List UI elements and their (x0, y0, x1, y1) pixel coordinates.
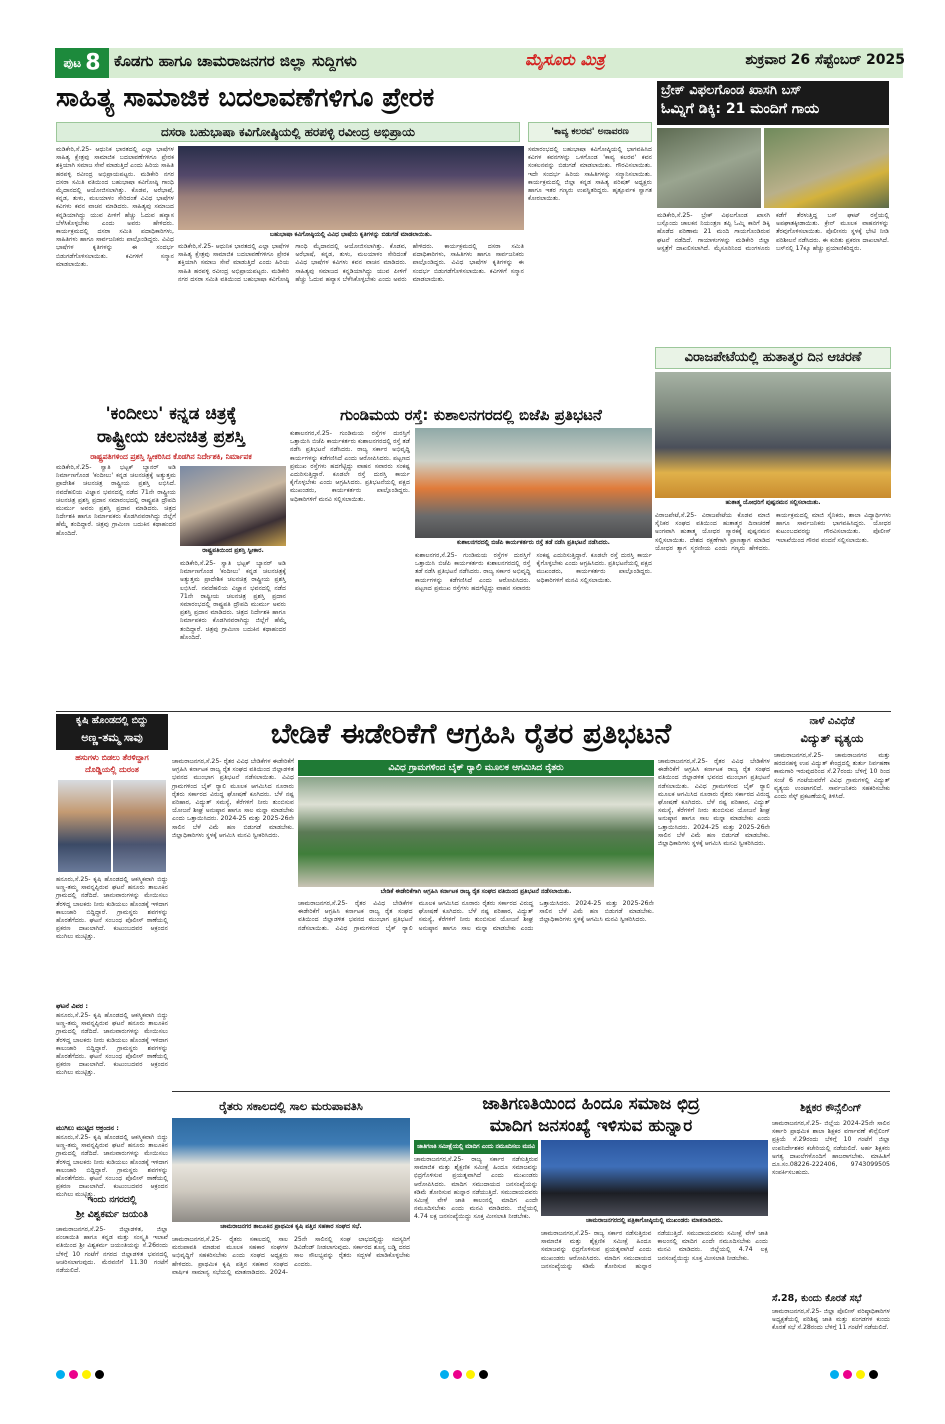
register-marks-center (440, 1364, 560, 1376)
page-label: ಪುಟ (63, 56, 82, 70)
issue-date: ಶುಕ್ರವಾರ 26 ಸೆಪ್ಟೆಂಬರ್ 2025 (745, 52, 905, 68)
farmers-subhead: ವಿವಿಧ ಗ್ರಾಮಗಳಿಂದ ಬೈಕ್ ರ‍್ಯಾಲಿ ಮೂಲಕ ಆಗಮಿಸಿದ ರೈತರು (298, 760, 654, 776)
story1-caption: ಬಹುಭಾಷಾ ಕವಿಗೋಷ್ಠಿಯಲ್ಲಿ ವಿವಿಧ ಭಾಷೆಯ ಕೃತಿಗಳನ್ನು ಬಿಡುಗಡೆ ಮಾಡಲಾಯಿತು. (269, 231, 433, 238)
gundi-headline: ಗುಂಡಿಮಯ ರಸ್ತೆ: ಕುಶಾಲನಗರದಲ್ಲಿ ಬಿಜೆಪಿ ಪ್ರತಿಭಟನೆ (340, 406, 602, 424)
caste-headline-line1: ಜಾತಿಗಣತಿಯಿಂದ ಹಿಂದೂ ಸಮಾಜ ಛಿದ್ರ (482, 1094, 700, 1114)
story1-headline: ಸಾಹಿತ್ಯ ಸಾಮಾಜಿಕ ಬದಲಾವಣೆಗಳಿಗೂ ಪ್ರೇರಕ (56, 83, 435, 113)
teacher-body: ಚಾಮರಾಜನಗರ,ಸೆ.25- ಜಿಲ್ಲೆಯ 2024-25ನೇ ಸಾಲಿನ ಸರ್ಕಾರಿ ಪ್ರಾಥಮಿಕ ಶಾಲಾ ಶಿಕ್ಷಕರ ವರ್ಗಾವಣೆ ಕೌನ್ಸೆಲಿಂಗ್ ಪ್ರಕ್ರಿಯೆ ಸೆ.29ರಂದು ಬೆಳಿಗ್ಗೆ 10 ಗಂಟೆಗೆ ಜಿಲ್ಲಾ ಉಪನಿರ್ದೇಶಕರ ಕಚೇರಿಯಲ್ಲಿ ನಡೆಯಲಿದೆ. ಅರ್ಹ ಶಿಕ್ಷಕರು ಅಗತ್ಯ ದಾಖಲೆಗಳೊಂದಿಗೆ ಹಾಜರಾಗಬೇಕು. ಮಾಹಿತಿಗೆ ದೂ.ಸಂ.08226-222406, 9743099505 ಸಂಪರ್ಕಿಸಬಹುದು. (772, 1120, 890, 1177)
kandeelu-headline-line2: ರಾಷ್ಟ್ರೀಯ ಚಲನಚಿತ್ರ ಪ್ರಶಸ್ತಿ (97, 427, 245, 447)
siblings-body-cont2: ಹನೂರು,ಸೆ.25- ಕೃಷಿ ಹೊಂಡದಲ್ಲಿ ಆಕಸ್ಮಿಕವಾಗಿ ಬಿದ್ದು ಅಣ್ಣ-ತಮ್ಮ ಸಾವನ್ನಪ್ಪಿರುವ ಘಟನೆ ಹನೂರು ತಾಲೂಕಿನ ಗ್ರಾಮದಲ್ಲಿ ನಡೆದಿದೆ. ಜಾನುವಾರುಗಳನ್ನು ಮೇಯಿಸಲು ತೆರಳಿದ್ದ ಬಾಲಕರು ನೀರು ಕುಡಿಯಲು ಹೊಂಡಕ್ಕೆ ಇಳಿದಾಗ ಕಾಲುಜಾರಿ ಬಿದ್ದಿದ್ದಾರೆ. ಗ್ರಾಮಸ್ಥರು ಶವಗಳನ್ನು ಹೊರತೆಗೆದರು. ಘಟನೆ ಸಂಬಂಧ ಪೊಲೀಸ್ ಠಾಣೆಯಲ್ಲಿ ಪ್ರಕರಣ ದಾಖಲಾಗಿದೆ. ಕುಟುಂಬದವರ ಆಕ್ರಂದನ ಮುಗಿಲು ಮುಟ್ಟಿತ್ತು. (56, 1134, 168, 1199)
virajpet-body: ವಿರಾಜಪೇಟೆ,ಸೆ.25- ವಿರಾಜಪೇಟೆಯ ಕೊಡವ ಮಾಜಿ ಸೈನಿಕರ ಸಂಘದ ವತಿಯಿಂದ ಹುತಾತ್ಮರ ದಿನಾಚರಣೆ ಅಂಗವಾಗಿ ಹುತಾತ್ಮ ಯೋಧರ ಸ್ಮಾರಕಕ್ಕೆ ಪುಷ್ಪನಮನ ಸಲ್ಲಿಸಲಾಯಿತು. ದೇಶದ ರಕ್ಷಣೆಗಾಗಿ ಪ್ರಾಣತ್ಯಾಗ ಮಾಡಿದ ಯೋಧರ ತ್ಯಾಗ ಸ್ಮರಣೀಯ ಎಂದು ಗಣ್ಯರು ಹೇಳಿದರು. ಕಾರ್ಯಕ್ರಮದಲ್ಲಿ ಮಾಜಿ ಸೈನಿಕರು, ಶಾಲಾ ವಿದ್ಯಾರ್ಥಿಗಳು ಹಾಗೂ ಸಾರ್ವಜನಿಕರು ಭಾಗವಹಿಸಿದ್ದರು. ಯೋಧರ ಕುಟುಂಬದವರನ್ನು ಗೌರವಿಸಲಾಯಿತು. ಪೊಲೀಸ್ ಇಲಾಖೆಯಿಂದ ಗೌರವ ವಂದನೆ ಸಲ್ಲಿಸಲಾಯಿತು. (655, 512, 891, 552)
loan-photo (172, 1118, 410, 1222)
paper-name: ಮೈಸೂರು ಮಿತ್ರ (525, 50, 605, 69)
loan-caption: ಚಾಮರಾಜನಗರ ತಾಲೂಕಿನ ಪ್ರಾಥಮಿಕ ಕೃಷಿ ಪತ್ತಿನ ಸಹಕಾರ ಸಂಘದ ಸಭೆ. (220, 1223, 362, 1230)
kandeelu-body-cont: ಮಡಿಕೇರಿ,ಸೆ.25- ಸ್ವಾತಿ ಭಟ್ಟಕ್ ಬ್ಯಾನರ್ ಅಡಿ ನಿರ್ಮಾಣಗೊಂಡ 'ಕಂದೀಲು' ಕನ್ನಡ ಚಲನಚಿತ್ರಕ್ಕೆ ಅತ್ಯುತ್ತಮ ಪ್ರಾದೇಶಿಕ ಚಲನಚಿತ್ರ ರಾಷ್ಟ್ರೀಯ ಪ್ರಶಸ್ತಿ ಲಭಿಸಿದೆ. ನವದೆಹಲಿಯ ವಿಜ್ಞಾನ ಭವನದಲ್ಲಿ ನಡೆದ 71ನೇ ರಾಷ್ಟ್ರೀಯ ಚಲನಚಿತ್ರ ಪ್ರಶಸ್ತಿ ಪ್ರದಾನ ಸಮಾರಂಭದಲ್ಲಿ ರಾಷ್ಟ್ರಪತಿ ದ್ರೌಪದಿ ಮುರ್ಮು ಅವರು ಪ್ರಶಸ್ತಿ ಪ್ರದಾನ ಮಾಡಿದರು. ಚಿತ್ರದ ನಿರ್ದೇಶಕಿ ಹಾಗೂ ನಿರ್ಮಾಪಕರು ಕೊಡಗಿನವರಾಗಿದ್ದು ಜಿಲ್ಲೆಗೆ ಹೆಮ್ಮೆ ತಂದಿದ್ದಾರೆ. ಚಿತ್ರವು ಗ್ರಾಮೀಣ ಬದುಕಿನ ಕಥಾಹಂದರ ಹೊಂದಿದೆ. (180, 560, 286, 641)
story1-photo (178, 146, 524, 230)
virajpet-headline: ವಿರಾಜಪೇಟೆಯಲ್ಲಿ ಹುತಾತ್ಮರ ದಿನ ಆಚರಣೆ (655, 347, 891, 369)
kandeelu-headline-line1: 'ಕಂದೀಲು' ಕನ್ನಡ ಚಿತ್ರಕ್ಕೆ (105, 404, 237, 424)
teacher-headline: ಶಿಕ್ಷಕರ ಕೌನ್ಸೆಲಿಂಗ್ (800, 1102, 862, 1114)
kandeelu-body: ಮಡಿಕೇರಿ,ಸೆ.25- ಸ್ವಾತಿ ಭಟ್ಟಕ್ ಬ್ಯಾನರ್ ಅಡಿ ನಿರ್ಮಾಣಗೊಂಡ 'ಕಂದೀಲು' ಕನ್ನಡ ಚಲನಚಿತ್ರಕ್ಕೆ ಅತ್ಯುತ್ತಮ ಪ್ರಾದೇಶಿಕ ಚಲನಚಿತ್ರ ರಾಷ್ಟ್ರೀಯ ಪ್ರಶಸ್ತಿ ಲಭಿಸಿದೆ. ನವದೆಹಲಿಯ ವಿಜ್ಞಾನ ಭವನದಲ್ಲಿ ನಡೆದ 71ನೇ ರಾಷ್ಟ್ರೀಯ ಚಲನಚಿತ್ರ ಪ್ರಶಸ್ತಿ ಪ್ರದಾನ ಸಮಾರಂಭದಲ್ಲಿ ರಾಷ್ಟ್ರಪತಿ ದ್ರೌಪದಿ ಮುರ್ಮು ಅವರು ಪ್ರಶಸ್ತಿ ಪ್ರದಾನ ಮಾಡಿದರು. ಚಿತ್ರದ ನಿರ್ದೇಶಕಿ ಹಾಗೂ ನಿರ್ಮಾಪಕರು ಕೊಡಗಿನವರಾಗಿದ್ದು ಜಿಲ್ಲೆಗೆ ಹೆಮ್ಮೆ ತಂದಿದ್ದಾರೆ. ಚಿತ್ರವು ಗ್ರಾಮೀಣ ಬದುಕಿನ ಕಥಾಹಂದರ ಹೊಂದಿದೆ. (56, 464, 176, 537)
bus-headline-line1: ಬ್ರೇಕ್ ವಿಫಲಗೊಂಡ ಖಾಸಗಿ ಬಸ್ (661, 83, 802, 98)
horizontal-divider-2 (172, 1091, 890, 1092)
farmers-body-right: ಚಾಮರಾಜನಗರ,ಸೆ.25- ರೈತರ ವಿವಿಧ ಬೇಡಿಕೆಗಳ ಈಡೇರಿಕೆಗೆ ಆಗ್ರಹಿಸಿ ಕರ್ನಾಟಕ ರಾಜ್ಯ ರೈತ ಸಂಘದ ವತಿಯಿಂದ ಜಿಲ್ಲಾಡಳಿತ ಭವನದ ಮುಂಭಾಗ ಪ್ರತಿಭಟನೆ ನಡೆಸಲಾಯಿತು. ವಿವಿಧ ಗ್ರಾಮಗಳಿಂದ ಬೈಕ್ ರ‍್ಯಾಲಿ ಮೂಲಕ ಆಗಮಿಸಿದ ನೂರಾರು ರೈತರು ಸರ್ಕಾರದ ವಿರುದ್ಧ ಘೋಷಣೆ ಕೂಗಿದರು. ಬೆಳೆ ನಷ್ಟ ಪರಿಹಾರ, ವಿದ್ಯುತ್ ಸಮಸ್ಯೆ, ಕೆರೆಗಳಿಗೆ ನೀರು ತುಂಬಿಸುವ ಯೋಜನೆ ಶೀಘ್ರ ಅನುಷ್ಠಾನ ಹಾಗೂ ಸಾಲ ಮನ್ನಾ ಮಾಡಬೇಕು ಎಂದು ಒತ್ತಾಯಿಸಿದರು. 2024-25 ಮತ್ತು 2025-26ನೇ ಸಾಲಿನ ಬೆಳೆ ವಿಮೆ ಹಣ ಬಿಡುಗಡೆ ಮಾಡಬೇಕು. ಜಿಲ್ಲಾಧಿಕಾರಿಗಳು ಸ್ಥಳಕ್ಕೆ ಆಗಮಿಸಿ ಮನವಿ ಸ್ವೀಕರಿಸಿದರು. (658, 758, 770, 848)
kavya-body: ಸಮಾರಂಭದಲ್ಲಿ ಬಹುಭಾಷಾ ಕವಿಗೋಷ್ಠಿಯಲ್ಲಿ ಭಾಗವಹಿಸಿದ ಕವಿಗಳ ಕವನಗಳನ್ನು ಒಳಗೊಂಡ 'ಕಾವ್ಯ ಕಲರವ' ಕವನ ಸಂಕಲನವನ್ನು ಬಿಡುಗಡೆ ಮಾಡಲಾಯಿತು. ಗೌರವಿಸಲಾಯಿತು. ಇದೇ ಸಂದರ್ಭ ಹಿರಿಯ ಸಾಹಿತಿಗಳನ್ನು ಸನ್ಮಾನಿಸಲಾಯಿತು. ಕಾರ್ಯಕ್ರಮದಲ್ಲಿ ಜಿಲ್ಲಾ ಕನ್ನಡ ಸಾಹಿತ್ಯ ಪರಿಷತ್ ಅಧ್ಯಕ್ಷರು ಹಾಗೂ ಇತರ ಗಣ್ಯರು ಉಪಸ್ಥಿತರಿದ್ದರು. ಹೃತ್ಪೂರ್ವಕ ಸ್ವಾಗತ ಕೋರಲಾಯಿತು. (528, 146, 652, 203)
vishwakarma-body: ಚಾಮರಾಜನಗರ,ಸೆ.25- ಜಿಲ್ಲಾಡಳಿತ, ಜಿಲ್ಲಾ ಪಂಚಾಯಿತಿ ಹಾಗೂ ಕನ್ನಡ ಮತ್ತು ಸಂಸ್ಕೃತಿ ಇಲಾಖೆ ವತಿಯಿಂದ ಶ್ರೀ ವಿಶ್ವಕರ್ಮ ಜಯಂತಿಯನ್ನು ಸೆ.26ರಂದು ಬೆಳಿಗ್ಗೆ 10 ಗಂಟೆಗೆ ನಗರದ ಜಿಲ್ಲಾಡಳಿತ ಭವನದಲ್ಲಿ ಆಚರಿಸಲಾಗುವುದು. ಮೆರವಣಿಗೆ 11.30 ಗಂಟೆಗೆ ನಡೆಯಲಿದೆ. (56, 1226, 168, 1275)
siblings-subhead-line1: ಹಸುಗಳು ಬಿಡಲು ತೆರಳಿದ್ದಾಗ (75, 753, 149, 762)
siblings-body: ಹನೂರು,ಸೆ.25- ಕೃಷಿ ಹೊಂಡದಲ್ಲಿ ಆಕಸ್ಮಿಕವಾಗಿ ಬಿದ್ದು ಅಣ್ಣ-ತಮ್ಮ ಸಾವನ್ನಪ್ಪಿರುವ ಘಟನೆ ಹನೂರು ತಾಲೂಕಿನ ಗ್ರಾಮದಲ್ಲಿ ನಡೆದಿದೆ. ಜಾನುವಾರುಗಳನ್ನು ಮೇಯಿಸಲು ತೆರಳಿದ್ದ ಬಾಲಕರು ನೀರು ಕುಡಿಯಲು ಹೊಂಡಕ್ಕೆ ಇಳಿದಾಗ ಕಾಲುಜಾರಿ ಬಿದ್ದಿದ್ದಾರೆ. ಗ್ರಾಮಸ್ಥರು ಶವಗಳನ್ನು ಹೊರತೆಗೆದರು. ಘಟನೆ ಸಂಬಂಧ ಪೊಲೀಸ್ ಠಾಣೆಯಲ್ಲಿ ಪ್ರಕರಣ ದಾಖಲಾಗಿದೆ. ಕುಟುಂಬದವರ ಆಕ್ರಂದನ ಮುಗಿಲು ಮುಟ್ಟಿತ್ತು. (56, 876, 168, 941)
meeting-body: ಚಾಮರಾಜನಗರ,ಸೆ.25- ಜಿಲ್ಲಾ ಪೊಲೀಸ್ ವರಿಷ್ಠಾಧಿಕಾರಿಗಳ ಅಧ್ಯಕ್ಷತೆಯಲ್ಲಿ ಪರಿಶಿಷ್ಟ ಜಾತಿ ಮತ್ತು ಪಂಗಡಗಳ ಕುಂದು ಕೊರತೆ ಸಭೆ ಸೆ.28ರಂದು ಬೆಳಿಗ್ಗೆ 11 ಗಂಟೆಗೆ ನಡೆಯಲಿದೆ. (772, 1308, 890, 1332)
bus-photo-car (657, 128, 761, 208)
horizontal-divider (56, 711, 891, 712)
virajpet-photo (655, 372, 891, 498)
farmers-photo (298, 777, 654, 887)
caste-photo (541, 1140, 768, 1216)
register-marks-left (56, 1364, 176, 1376)
gundi-body-cont: ಕುಶಾಲನಗರ,ಸೆ.25- ಗುಂಡಿಮಯ ರಸ್ತೆಗಳ ದುರಸ್ತಿಗೆ ಒತ್ತಾಯಿಸಿ ಬಿಜೆಪಿ ಕಾರ್ಯಕರ್ತರು ಕುಶಾಲನಗರದಲ್ಲಿ ರಸ್ತೆ ತಡೆ ನಡೆಸಿ ಪ್ರತಿಭಟನೆ ನಡೆಸಿದರು. ರಾಜ್ಯ ಸರ್ಕಾರ ಅಭಿವೃದ್ಧಿ ಕಾರ್ಯಗಳನ್ನು ಕಡೆಗಣಿಸಿದೆ ಎಂದು ಆರೋಪಿಸಿದರು. ಪಟ್ಟಣದ ಪ್ರಮುಖ ರಸ್ತೆಗಳು ಹದಗೆಟ್ಟಿದ್ದು ವಾಹನ ಸವಾರರು ಸಂಕಷ್ಟ ಎದುರಿಸುತ್ತಿದ್ದಾರೆ. ಕೂಡಲೇ ರಸ್ತೆ ದುರಸ್ತಿ ಕಾರ್ಯ ಕೈಗೊಳ್ಳಬೇಕು ಎಂದು ಆಗ್ರಹಿಸಿದರು. ಪ್ರತಿಭಟನೆಯಲ್ಲಿ ಪಕ್ಷದ ಮುಖಂಡರು, ಕಾರ್ಯಕರ್ತರು ಪಾಲ್ಗೊಂಡಿದ್ದರು. ಅಧಿಕಾರಿಗಳಿಗೆ ಮನವಿ ಸಲ್ಲಿಸಲಾಯಿತು. (415, 552, 652, 592)
kandeelu-photo (180, 466, 286, 546)
vishwakarma-headline-line2: ಶ್ರೀ ವಿಶ್ವಕರ್ಮ ಜಯಂತಿ (75, 1209, 149, 1220)
kavya-headline: 'ಕಾವ್ಯ ಕಲರವ' ಅನಾವರಣ (528, 122, 652, 142)
section-title: ಕೊಡಗು ಹಾಗೂ ಚಾಮರಾಜನಗರ ಜಿಲ್ಲಾ ಸುದ್ದಿಗಳು (114, 52, 357, 70)
gundi-photo (415, 428, 652, 538)
siblings-headline-line1: ಕೃಷಿ ಹೊಂಡದಲ್ಲಿ ಬಿದ್ದು (75, 715, 149, 726)
story1-body: ಮಡಿಕೇರಿ,ಸೆ.25- ಆಧುನಿಕ ಭಾರತದಲ್ಲಿ ಎಲ್ಲಾ ಭಾಷೆಗಳ ಸಾಹಿತ್ಯ ಕ್ಷೇತ್ರವು ಸಾಮಾಜಿಕ ಬದಲಾವಣೆಗಳಿಗೂ ಪ್ರೇರಕ ಶಕ್ತಿಯಾಗಿ ಸಮಾಜ ಸೇವೆ ಮಾಡುತ್ತಿದೆ ಎಂದು ಹಿರಿಯ ಸಾಹಿತಿ ಹರಪಳ್ಳಿ ರವೀಂದ್ರ ಅಭಿಪ್ರಾಯಪಟ್ಟರು. ಮಡಿಕೇರಿ ನಗರ ದಸರಾ ಸಮಿತಿ ವತಿಯಿಂದ ಬಹುಭಾಷಾ ಕವಿಗೋಷ್ಠಿ ಗಾಂಧಿ ಮೈದಾನದಲ್ಲಿ ಆಯೋಜಿಸಲಾಗಿತ್ತು. ಕೊಡವ, ಅರೆಭಾಷೆ, ಕನ್ನಡ, ತುಳು, ಮಲಯಾಳಂ ಸೇರಿದಂತೆ ವಿವಿಧ ಭಾಷೆಗಳ ಕವಿಗಳು ಕವನ ವಾಚನ ಮಾಡಿದರು. ಸಾಹಿತ್ಯವು ಸಮಾಜದ ಕನ್ನಡಿಯಾಗಿದ್ದು ಯುವ ಪೀಳಿಗೆ ಹೆಚ್ಚು ಓದುವ ಹವ್ಯಾಸ ಬೆಳೆಸಿಕೊಳ್ಳಬೇಕು ಎಂದು ಅವರು ಹೇಳಿದರು. ಕಾರ್ಯಕ್ರಮದಲ್ಲಿ ದಸರಾ ಸಮಿತಿ ಪದಾಧಿಕಾರಿಗಳು, ಸಾಹಿತಿಗಳು ಹಾಗೂ ಸಾರ್ವಜನಿಕರು ಪಾಲ್ಗೊಂಡಿದ್ದರು. ವಿವಿಧ ಭಾಷೆಗಳ ಕೃತಿಗಳನ್ನು ಈ ಸಂದರ್ಭ ಬಿಡುಗಡೆಗೊಳಿಸಲಾಯಿತು. ಕವಿಗಳಿಗೆ ಸನ್ಮಾನ ಮಾಡಲಾಯಿತು. (56, 146, 174, 268)
siblings-subtitle1: ಘಟನೆ ವಿವರ : (56, 1002, 88, 1010)
kandeelu-subhead: ರಾಷ್ಟ್ರಪತಿಗಳಿಂದ ಪ್ರಶಸ್ತಿ ಸ್ವೀಕರಿಸಿದ ಕೊಡಗಿನ ನಿರ್ದೇಶಕಿ, ನಿರ್ಮಾಪಕ (90, 452, 252, 461)
vishwakarma-headline-line1: ಇಂದು ನಗರದಲ್ಲಿ (87, 1195, 137, 1205)
power-headline-line2: ವಿದ್ಯುತ್ ವ್ಯತ್ಯಯ (800, 731, 864, 745)
meeting-headline: ಸೆ.28, ಕುಂದು ಕೊರತೆ ಸಭೆ (772, 1293, 862, 1304)
siblings-subhead-line2: ದೊಡ್ಡಿಯಲ್ಲಿ ದುರಂತ (85, 765, 139, 774)
gundi-caption: ಕುಶಾಲನಗರದಲ್ಲಿ ಬಿಜೆಪಿ ಕಾರ್ಯಕರ್ತರು ರಸ್ತೆ ತಡೆ ನಡೆಸಿ ಪ್ರತಿಭಟನೆ ನಡೆಸಿದರು. (457, 539, 610, 546)
farmers-caption: ಬೇಡಿಕೆ ಈಡೇರಿಕೆಗಾಗಿ ಆಗ್ರಹಿಸಿ ಕರ್ನಾಟಕ ರಾಜ್ಯ ರೈತ ಸಂಘದ ವತಿಯಿಂದ ಪ್ರತಿಭಟನೆ ನಡೆಸಲಾಯಿತು. (380, 888, 572, 895)
bus-headline-line2: ಓಮ್ನಿಗೆ ಡಿಕ್ಕಿ: 21 ಮಂದಿಗೆ ಗಾಯ (661, 101, 820, 117)
loan-body: ಚಾಮರಾಜನಗರ,ಸೆ.25- ರೈತರು ಸಕಾಲದಲ್ಲಿ ಸಾಲ ಮರುಪಾವತಿ ಮಾಡುವ ಮೂಲಕ ಸಹಕಾರ ಸಂಘಗಳ ಅಭಿವೃದ್ಧಿಗೆ ಸಹಕರಿಸಬೇಕು ಎಂದು ಸಂಘದ ಅಧ್ಯಕ್ಷರು ಹೇಳಿದರು. ಪ್ರಾಥಮಿಕ ಕೃಷಿ ಪತ್ತಿನ ಸಹಕಾರ ಸಂಘದ ವಾರ್ಷಿಕ ಸಾಮಾನ್ಯ ಸಭೆಯಲ್ಲಿ ಮಾತನಾಡಿದರು. 2024-25ನೇ ಸಾಲಿನಲ್ಲಿ ಸಂಘ ಲಾಭದಲ್ಲಿದ್ದು ಸದಸ್ಯರಿಗೆ ಡಿವಿಡೆಂಡ್ ನೀಡಲಾಗುವುದು. ಸರ್ಕಾರದ ಶೂನ್ಯ ಬಡ್ಡಿ ದರದ ಸಾಲ ಸೌಲಭ್ಯವನ್ನು ರೈತರು ಸದ್ಬಳಕೆ ಮಾಡಿಕೊಳ್ಳಬೇಕು ಎಂದರು. (172, 1236, 410, 1276)
power-headline-line1: ನಾಳೆ ವಿವಿಧೆಡೆ (809, 716, 855, 727)
register-marks-right (830, 1364, 910, 1376)
farmers-body: ಚಾಮರಾಜನಗರ,ಸೆ.25- ರೈತರ ವಿವಿಧ ಬೇಡಿಕೆಗಳ ಈಡೇರಿಕೆಗೆ ಆಗ್ರಹಿಸಿ ಕರ್ನಾಟಕ ರಾಜ್ಯ ರೈತ ಸಂಘದ ವತಿಯಿಂದ ಜಿಲ್ಲಾಡಳಿತ ಭವನದ ಮುಂಭಾಗ ಪ್ರತಿಭಟನೆ ನಡೆಸಲಾಯಿತು. ವಿವಿಧ ಗ್ರಾಮಗಳಿಂದ ಬೈಕ್ ರ‍್ಯಾಲಿ ಮೂಲಕ ಆಗಮಿಸಿದ ನೂರಾರು ರೈತರು ಸರ್ಕಾರದ ವಿರುದ್ಧ ಘೋಷಣೆ ಕೂಗಿದರು. ಬೆಳೆ ನಷ್ಟ ಪರಿಹಾರ, ವಿದ್ಯುತ್ ಸಮಸ್ಯೆ, ಕೆರೆಗಳಿಗೆ ನೀರು ತುಂಬಿಸುವ ಯೋಜನೆ ಶೀಘ್ರ ಅನುಷ್ಠಾನ ಹಾಗೂ ಸಾಲ ಮನ್ನಾ ಮಾಡಬೇಕು ಎಂದು ಒತ್ತಾಯಿಸಿದರು. 2024-25 ಮತ್ತು 2025-26ನೇ ಸಾಲಿನ ಬೆಳೆ ವಿಮೆ ಹಣ ಬಿಡುಗಡೆ ಮಾಡಬೇಕು. ಜಿಲ್ಲಾಧಿಕಾರಿಗಳು ಸ್ಥಳಕ್ಕೆ ಆಗಮಿಸಿ ಮನವಿ ಸ್ವೀಕರಿಸಿದರು. (172, 758, 294, 839)
caste-body: ಚಾಮರಾಜನಗರ,ಸೆ.25- ರಾಜ್ಯ ಸರ್ಕಾರ ನಡೆಸುತ್ತಿರುವ ಸಾಮಾಜಿಕ ಮತ್ತು ಶೈಕ್ಷಣಿಕ ಸಮೀಕ್ಷೆ ಹಿಂದೂ ಸಮಾಜವನ್ನು ಛಿದ್ರಗೊಳಿಸುವ ಪ್ರಯತ್ನವಾಗಿದೆ ಎಂದು ಮುಖಂಡರು ಆರೋಪಿಸಿದರು. ಮಾದಿಗ ಸಮುದಾಯದ ಜನಸಂಖ್ಯೆಯನ್ನು ಕಡಿಮೆ ತೋರಿಸುವ ಹುನ್ನಾರ ನಡೆಯುತ್ತಿದೆ. ಸಮುದಾಯದವರು ಸಮೀಕ್ಷೆ ವೇಳೆ ಜಾತಿ ಕಾಲಂನಲ್ಲಿ ಮಾದಿಗ ಎಂದೇ ನಮೂದಿಸಬೇಕು ಎಂದು ಮನವಿ ಮಾಡಿದರು. ಜಿಲ್ಲೆಯಲ್ಲಿ 4.74 ಲಕ್ಷ ಜನಸಂಖ್ಯೆಯಿದ್ದು ಸೂಕ್ತ ಮೀಸಲಾತಿ ನೀಡಬೇಕು. (414, 1156, 538, 1221)
siblings-photo-right (113, 780, 166, 872)
caste-body-cont: ಚಾಮರಾಜನಗರ,ಸೆ.25- ರಾಜ್ಯ ಸರ್ಕಾರ ನಡೆಸುತ್ತಿರುವ ಸಾಮಾಜಿಕ ಮತ್ತು ಶೈಕ್ಷಣಿಕ ಸಮೀಕ್ಷೆ ಹಿಂದೂ ಸಮಾಜವನ್ನು ಛಿದ್ರಗೊಳಿಸುವ ಪ್ರಯತ್ನವಾಗಿದೆ ಎಂದು ಮುಖಂಡರು ಆರೋಪಿಸಿದರು. ಮಾದಿಗ ಸಮುದಾಯದ ಜನಸಂಖ್ಯೆಯನ್ನು ಕಡಿಮೆ ತೋರಿಸುವ ಹುನ್ನಾರ ನಡೆಯುತ್ತಿದೆ. ಸಮುದಾಯದವರು ಸಮೀಕ್ಷೆ ವೇಳೆ ಜಾತಿ ಕಾಲಂನಲ್ಲಿ ಮಾದಿಗ ಎಂದೇ ನಮೂದಿಸಬೇಕು ಎಂದು ಮನವಿ ಮಾಡಿದರು. ಜಿಲ್ಲೆಯಲ್ಲಿ 4.74 ಲಕ್ಷ ಜನಸಂಖ್ಯೆಯಿದ್ದು ಸೂಕ್ತ ಮೀಸಲಾತಿ ನೀಡಬೇಕು. (541, 1230, 768, 1270)
siblings-subtitle2: ಮುಗಿಲು ಮುಟ್ಟಿದ ಆಕ್ರಂದನ : (56, 1124, 119, 1132)
caste-headline-line2: ಮಾದಿಗ ಜನಸಂಖ್ಯೆ ಇಳಿಸುವ ಹುನ್ನಾರ (489, 1116, 693, 1136)
page-number-box (55, 48, 109, 78)
bus-body: ಮಡಿಕೇರಿ,ಸೆ.25- ಬ್ರೇಕ್ ವಿಫಲಗೊಂಡ ಖಾಸಗಿ ಬಸ್ಸೊಂದು ಚಾಲಕನ ನಿಯಂತ್ರಣ ತಪ್ಪಿ ಓಮ್ನಿ ಕಾರಿಗೆ ಡಿಕ್ಕಿ ಹೊಡೆದ ಪರಿಣಾಮ 21 ಮಂದಿ ಗಾಯಗೊಂಡಿರುವ ಘಟನೆ ನಡೆದಿದೆ. ಗಾಯಾಳುಗಳನ್ನು ಮಡಿಕೇರಿ ಜಿಲ್ಲಾ ಆಸ್ಪತ್ರೆಗೆ ದಾಖಲಿಸಲಾಗಿದೆ. ಮೈಸೂರಿನಿಂದ ಮಂಗಳೂರು ಕಡೆಗೆ ತೆರಳುತ್ತಿದ್ದ ಬಸ್ ಘಾಟ್ ರಸ್ತೆಯಲ್ಲಿ ಅಪಘಾತಕ್ಕೀಡಾಯಿತು. ಕ್ರೇನ್ ಮೂಲಕ ವಾಹನಗಳನ್ನು ತೆರವುಗೊಳಿಸಲಾಯಿತು. ಪೊಲೀಸರು ಸ್ಥಳಕ್ಕೆ ಭೇಟಿ ನೀಡಿ ಪರಿಶೀಲನೆ ನಡೆಸಿದರು. ಈ ಕುರಿತು ಪ್ರಕರಣ ದಾಖಲಾಗಿದೆ. ಬಸ್‌ನಲ್ಲಿ 17ಕ್ಕೂ ಹೆಚ್ಚು ಪ್ರಯಾಣಿಕರಿದ್ದರು. (657, 212, 889, 252)
page-number: 8 (85, 50, 101, 76)
gundi-body: ಕುಶಾಲನಗರ,ಸೆ.25- ಗುಂಡಿಮಯ ರಸ್ತೆಗಳ ದುರಸ್ತಿಗೆ ಒತ್ತಾಯಿಸಿ ಬಿಜೆಪಿ ಕಾರ್ಯಕರ್ತರು ಕುಶಾಲನಗರದಲ್ಲಿ ರಸ್ತೆ ತಡೆ ನಡೆಸಿ ಪ್ರತಿಭಟನೆ ನಡೆಸಿದರು. ರಾಜ್ಯ ಸರ್ಕಾರ ಅಭಿವೃದ್ಧಿ ಕಾರ್ಯಗಳನ್ನು ಕಡೆಗಣಿಸಿದೆ ಎಂದು ಆರೋಪಿಸಿದರು. ಪಟ್ಟಣದ ಪ್ರಮುಖ ರಸ್ತೆಗಳು ಹದಗೆಟ್ಟಿದ್ದು ವಾಹನ ಸವಾರರು ಸಂಕಷ್ಟ ಎದುರಿಸುತ್ತಿದ್ದಾರೆ. ಕೂಡಲೇ ರಸ್ತೆ ದುರಸ್ತಿ ಕಾರ್ಯ ಕೈಗೊಳ್ಳಬೇಕು ಎಂದು ಆಗ್ರಹಿಸಿದರು. ಪ್ರತಿಭಟನೆಯಲ್ಲಿ ಪಕ್ಷದ ಮುಖಂಡರು, ಕಾರ್ಯಕರ್ತರು ಪಾಲ್ಗೊಂಡಿದ್ದರು. ಅಧಿಕಾರಿಗಳಿಗೆ ಮನವಿ ಸಲ್ಲಿಸಲಾಯಿತು. (290, 430, 410, 503)
farmers-body-cont: ಚಾಮರಾಜನಗರ,ಸೆ.25- ರೈತರ ವಿವಿಧ ಬೇಡಿಕೆಗಳ ಈಡೇರಿಕೆಗೆ ಆಗ್ರಹಿಸಿ ಕರ್ನಾಟಕ ರಾಜ್ಯ ರೈತ ಸಂಘದ ವತಿಯಿಂದ ಜಿಲ್ಲಾಡಳಿತ ಭವನದ ಮುಂಭಾಗ ಪ್ರತಿಭಟನೆ ನಡೆಸಲಾಯಿತು. ವಿವಿಧ ಗ್ರಾಮಗಳಿಂದ ಬೈಕ್ ರ‍್ಯಾಲಿ ಮೂಲಕ ಆಗಮಿಸಿದ ನೂರಾರು ರೈತರು ಸರ್ಕಾರದ ವಿರುದ್ಧ ಘೋಷಣೆ ಕೂಗಿದರು. ಬೆಳೆ ನಷ್ಟ ಪರಿಹಾರ, ವಿದ್ಯುತ್ ಸಮಸ್ಯೆ, ಕೆರೆಗಳಿಗೆ ನೀರು ತುಂಬಿಸುವ ಯೋಜನೆ ಶೀಘ್ರ ಅನುಷ್ಠಾನ ಹಾಗೂ ಸಾಲ ಮನ್ನಾ ಮಾಡಬೇಕು ಎಂದು ಒತ್ತಾಯಿಸಿದರು. 2024-25 ಮತ್ತು 2025-26ನೇ ಸಾಲಿನ ಬೆಳೆ ವಿಮೆ ಹಣ ಬಿಡುಗಡೆ ಮಾಡಬೇಕು. ಜಿಲ್ಲಾಧಿಕಾರಿಗಳು ಸ್ಥಳಕ್ಕೆ ಆಗಮಿಸಿ ಮನವಿ ಸ್ವೀಕರಿಸಿದರು. (298, 900, 654, 932)
story1-body-cont: ಮಡಿಕೇರಿ,ಸೆ.25- ಆಧುನಿಕ ಭಾರತದಲ್ಲಿ ಎಲ್ಲಾ ಭಾಷೆಗಳ ಸಾಹಿತ್ಯ ಕ್ಷೇತ್ರವು ಸಾಮಾಜಿಕ ಬದಲಾವಣೆಗಳಿಗೂ ಪ್ರೇರಕ ಶಕ್ತಿಯಾಗಿ ಸಮಾಜ ಸೇವೆ ಮಾಡುತ್ತಿದೆ ಎಂದು ಹಿರಿಯ ಸಾಹಿತಿ ಹರಪಳ್ಳಿ ರವೀಂದ್ರ ಅಭಿಪ್ರಾಯಪಟ್ಟರು. ಮಡಿಕೇರಿ ನಗರ ದಸರಾ ಸಮಿತಿ ವತಿಯಿಂದ ಬಹುಭಾಷಾ ಕವಿಗೋಷ್ಠಿ ಗಾಂಧಿ ಮೈದಾನದಲ್ಲಿ ಆಯೋಜಿಸಲಾಗಿತ್ತು. ಕೊಡವ, ಅರೆಭಾಷೆ, ಕನ್ನಡ, ತುಳು, ಮಲಯಾಳಂ ಸೇರಿದಂತೆ ವಿವಿಧ ಭಾಷೆಗಳ ಕವಿಗಳು ಕವನ ವಾಚನ ಮಾಡಿದರು. ಸಾಹಿತ್ಯವು ಸಮಾಜದ ಕನ್ನಡಿಯಾಗಿದ್ದು ಯುವ ಪೀಳಿಗೆ ಹೆಚ್ಚು ಓದುವ ಹವ್ಯಾಸ ಬೆಳೆಸಿಕೊಳ್ಳಬೇಕು ಎಂದು ಅವರು ಹೇಳಿದರು. ಕಾರ್ಯಕ್ರಮದಲ್ಲಿ ದಸರಾ ಸಮಿತಿ ಪದಾಧಿಕಾರಿಗಳು, ಸಾಹಿತಿಗಳು ಹಾಗೂ ಸಾರ್ವಜನಿಕರು ಪಾಲ್ಗೊಂಡಿದ್ದರು. ವಿವಿಧ ಭಾಷೆಗಳ ಕೃತಿಗಳನ್ನು ಈ ಸಂದರ್ಭ ಬಿಡುಗಡೆಗೊಳಿಸಲಾಯಿತು. ಕವಿಗಳಿಗೆ ಸನ್ಮಾನ ಮಾಡಲಾಯಿತು. (178, 243, 524, 283)
siblings-headline-line2: ಅಣ್ಣ-ತಮ್ಮ ಸಾವು (81, 731, 143, 744)
loan-headline: ರೈತರು ಸಕಾಲದಲ್ಲಿ ಸಾಲ ಮರುಪಾವತಿಸಿ (219, 1099, 363, 1113)
caste-subhead: ಜಾತಿಗಣತಿ ಸಮೀಕ್ಷೆಯಲ್ಲಿ ಮಾದಿಗ ಎಂದು ನಮೂದಿಸಲು ಮನವಿ (414, 1140, 538, 1154)
siblings-photo-left (58, 780, 111, 872)
siblings-body-cont: ಹನೂರು,ಸೆ.25- ಕೃಷಿ ಹೊಂಡದಲ್ಲಿ ಆಕಸ್ಮಿಕವಾಗಿ ಬಿದ್ದು ಅಣ್ಣ-ತಮ್ಮ ಸಾವನ್ನಪ್ಪಿರುವ ಘಟನೆ ಹನೂರು ತಾಲೂಕಿನ ಗ್ರಾಮದಲ್ಲಿ ನಡೆದಿದೆ. ಜಾನುವಾರುಗಳನ್ನು ಮೇಯಿಸಲು ತೆರಳಿದ್ದ ಬಾಲಕರು ನೀರು ಕುಡಿಯಲು ಹೊಂಡಕ್ಕೆ ಇಳಿದಾಗ ಕಾಲುಜಾರಿ ಬಿದ್ದಿದ್ದಾರೆ. ಗ್ರಾಮಸ್ಥರು ಶವಗಳನ್ನು ಹೊರತೆಗೆದರು. ಘಟನೆ ಸಂಬಂಧ ಪೊಲೀಸ್ ಠಾಣೆಯಲ್ಲಿ ಪ್ರಕರಣ ದಾಖಲಾಗಿದೆ. ಕುಟುಂಬದವರ ಆಕ್ರಂದನ ಮುಗಿಲು ಮುಟ್ಟಿತ್ತು. (56, 1012, 168, 1077)
caste-caption: ಚಾಮರಾಜನಗರದಲ್ಲಿ ಪತ್ರಿಕಾಗೋಷ್ಠಿಯಲ್ಲಿ ಮುಖಂಡರು ಮಾತನಾಡಿದರು. (586, 1217, 723, 1224)
bus-photo-crane (764, 128, 889, 208)
kandeelu-caption: ರಾಷ್ಟ್ರಪತಿಯಿಂದ ಪ್ರಶಸ್ತಿ ಸ್ವೀಕಾರ. (202, 547, 264, 554)
power-body: ಚಾಮರಾಜನಗರ,ಸೆ.25- ಚಾಮರಾಜನಗರ ಮತ್ತು ಹರದನಹಳ್ಳಿ ಉಪ ವಿದ್ಯುತ್ ಕೇಂದ್ರದಲ್ಲಿ ತುರ್ತು ನಿರ್ವಹಣಾ ಕಾಮಗಾರಿ ಇರುವುದರಿಂದ ಸೆ.27ರಂದು ಬೆಳಿಗ್ಗೆ 10 ರಿಂದ ಸಂಜೆ 6 ಗಂಟೆಯವರೆಗೆ ವಿವಿಧ ಗ್ರಾಮಗಳಲ್ಲಿ ವಿದ್ಯುತ್ ವ್ಯತ್ಯಯ ಉಂಟಾಗಲಿದೆ. ಸಾರ್ವಜನಿಕರು ಸಹಕರಿಸಬೇಕು ಎಂದು ಸೆಸ್ಕ್ ಪ್ರಕಟಣೆಯಲ್ಲಿ ತಿಳಿಸಿದೆ. (774, 752, 890, 801)
farmers-headline: ಬೇಡಿಕೆ ಈಡೇರಿಕೆಗೆ ಆಗ್ರಹಿಸಿ ರೈತರ ಪ್ರತಿಭಟನೆ (270, 717, 672, 750)
virajpet-caption: ಹುತಾತ್ಮ ಯೋಧರಿಗೆ ಪುಷ್ಪನಮನ ಸಲ್ಲಿಸಲಾಯಿತು. (725, 499, 821, 506)
story1-subhead: ದಸರಾ ಬಹುಭಾಷಾ ಕವಿಗೋಷ್ಠಿಯಲ್ಲಿ ಹರಪಳ್ಳಿ ರವೀಂದ್ರ ಅಭಿಪ್ರಾಯ (56, 122, 520, 142)
